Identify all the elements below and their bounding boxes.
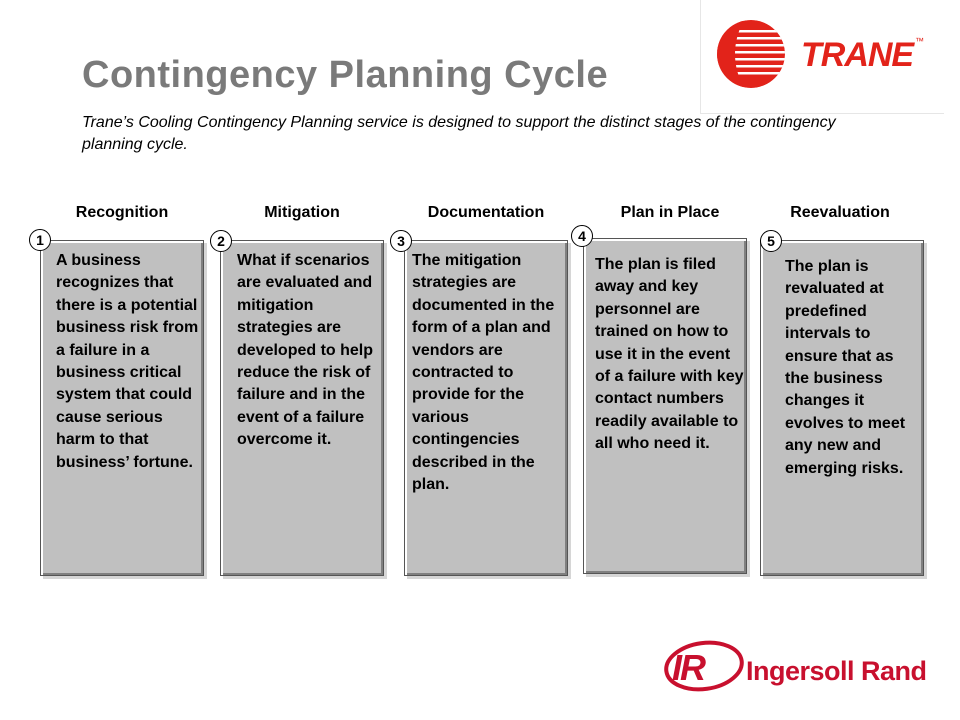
stage-number-badge-5: 5 (760, 230, 782, 252)
stage-label-documentation: Documentation (427, 204, 545, 221)
stage-text-recognition: A business recognizes that there is a potential business risk from a failure in a business critical system that could cause serious harm to that business’ fortune. (56, 252, 199, 471)
stage-label-plan-in-place: Plan in Place (620, 204, 720, 221)
trane-swirl-icon (717, 18, 797, 90)
trane-logo (717, 18, 932, 90)
stage-text-reevaluation: The plan is revaluated at predefined intervals to ensure that as the business changes it evolves to meet any new and emerging risks. (785, 258, 906, 477)
stage-number-badge-2: 2 (210, 230, 232, 252)
stage-text-mitigation: What if scenarios are evaluated and mitigation strategies are developed to help reduce the risk of failure and in the event of a failure overcome it. (237, 252, 374, 449)
stage-label-mitigation: Mitigation (264, 204, 340, 221)
stage-number-badge-1: 1 (29, 229, 51, 251)
page-title: Contingency Planning Cycle (82, 54, 609, 96)
stage-number-badge-4: 4 (571, 225, 593, 247)
ingersoll-rand-mark-text: IR (672, 647, 704, 688)
stage-label-reevaluation: Reevaluation (790, 204, 890, 221)
stage-text-documentation: The mitigation strategies are documented in the form of a plan and vendors are contracted to provide for the various contingencies described in the plan. (412, 252, 555, 494)
stage-text-plan-in-place: The plan is filed away and key personnel are trained on how to use it in the event of a failure with key contact numbers readily available to all who need it. (595, 256, 744, 453)
stage-label-recognition: Recognition (75, 204, 169, 221)
ingersoll-rand-mark-icon (664, 640, 746, 692)
stage-number-badge-3: 3 (390, 230, 412, 252)
trane-trademark: ™ (915, 36, 924, 46)
page-subtitle: Trane’s Cooling Contingency Planning service is designed to support the distinct stages of the contingency planning cycle. (82, 114, 836, 153)
trane-logo-panel (700, 0, 944, 114)
ingersoll-rand-wordmark: Ingersoll Rand (746, 656, 927, 686)
trane-wordmark: TRANE (801, 36, 914, 74)
